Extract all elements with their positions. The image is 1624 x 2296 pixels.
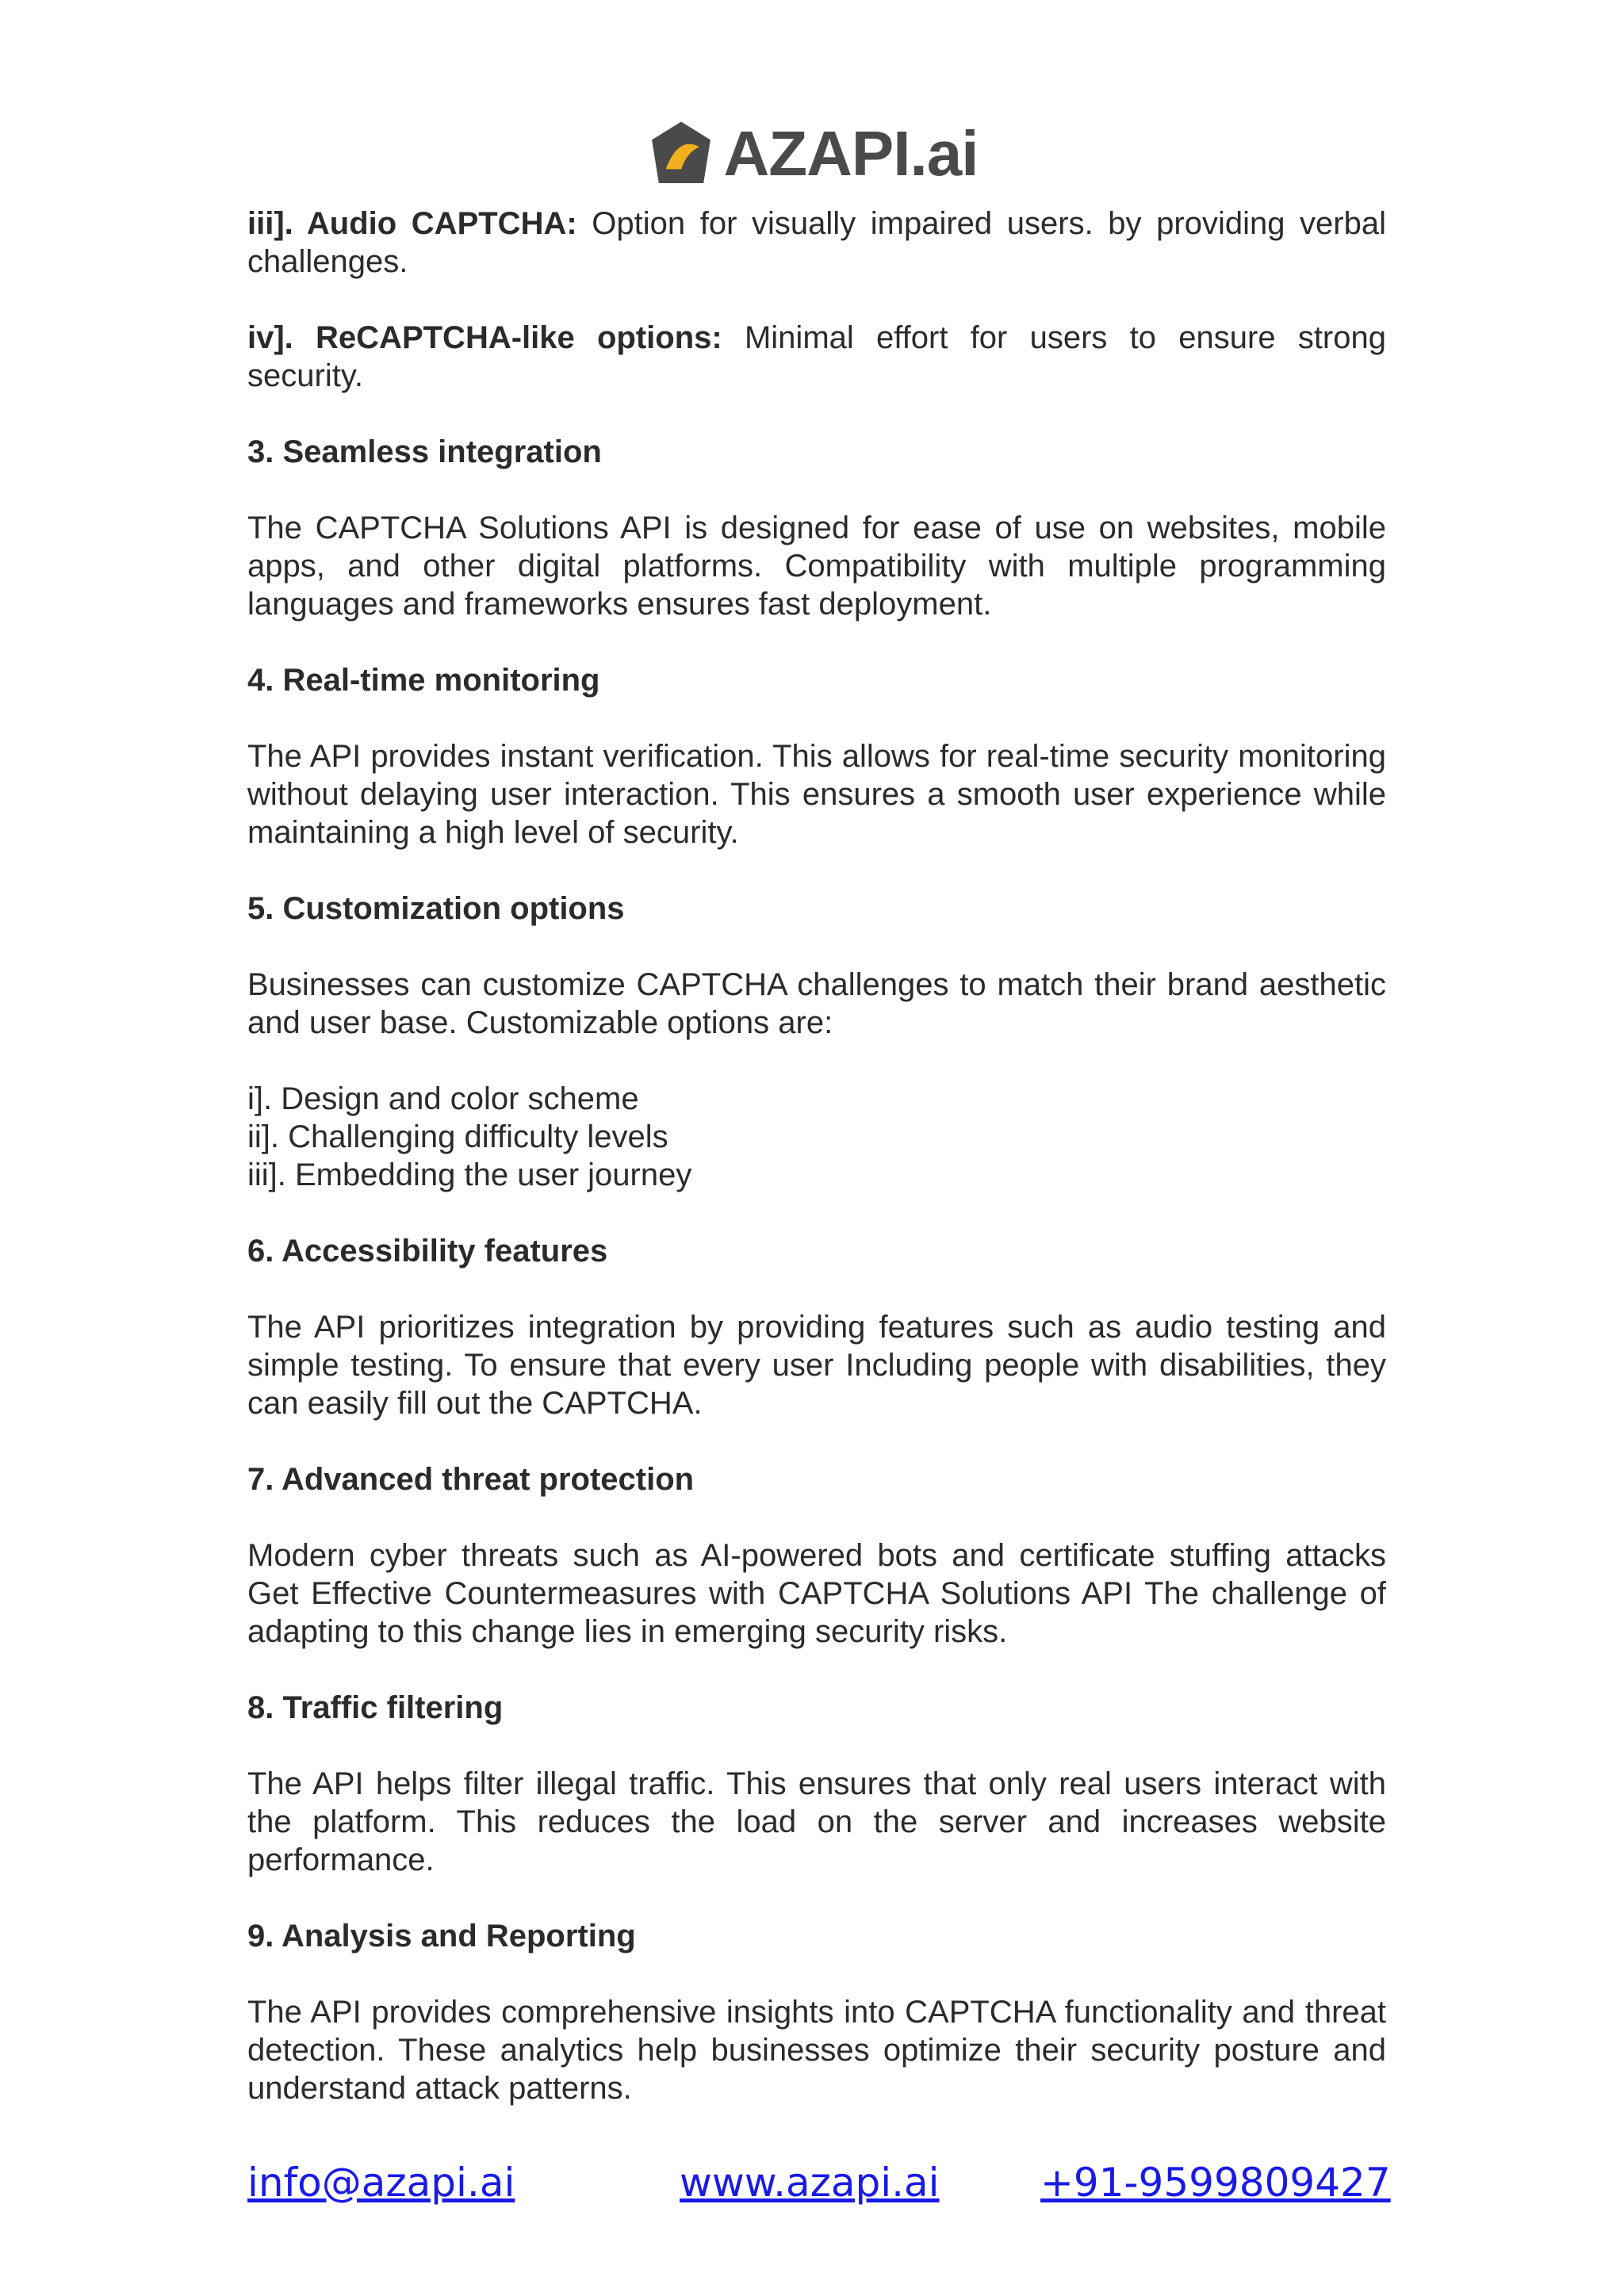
footer-email-link[interactable]: info@azapi.ai xyxy=(247,2160,515,2206)
accessibility-body: The API prioritizes integration by providing features such as audio testing and simple testing. To ensure that every user Including people with disabilities, they can easily fill out the CAPTCHA. xyxy=(247,1310,1386,1421)
accessibility-heading: 6. Accessibility features xyxy=(247,1234,608,1269)
recaptcha-item xyxy=(247,319,1386,395)
customization-options-list xyxy=(247,1080,1386,1194)
customization-option: ii]. Challenging difficulty levels xyxy=(247,1119,668,1154)
realtime-body: The API provides instant verification. This allows for real-time security monitoring without delaying user interaction. This ensures a smooth user experience while maintaining a high level of security. xyxy=(247,739,1386,850)
realtime-heading: 4. Real-time monitoring xyxy=(247,663,600,698)
seamless-body: The CAPTCHA Solutions API is designed for ease of use on websites, mobile apps, and other digital platforms. Compatibility with multiple programming languages and frameworks ensures fast deployment. xyxy=(247,511,1386,622)
recaptcha-text: Minimal effort for users to ensure strong security. xyxy=(247,320,1386,393)
analysis-heading: 9. Analysis and Reporting xyxy=(247,1919,636,1954)
header-logo xyxy=(0,119,1624,189)
traffic-heading: 8. Traffic filtering xyxy=(247,1690,504,1725)
audio-captcha-item xyxy=(247,205,1386,281)
logo-wordmark: AZAPI.ai xyxy=(723,118,979,189)
threat-body: Modern cyber threats such as AI-powered bots and certificate stuffing attacks Get Effective Countermeasures with CAPTCHA Solutions API The challenge of adapting to this change lies in emerging security risks. xyxy=(247,1538,1386,1649)
traffic-body: The API helps filter illegal traffic. This ensures that only real users interact with the platform. This reduces the load on the server and increases website performance. xyxy=(247,1766,1386,1877)
customization-heading: 5. Customization options xyxy=(247,891,625,926)
footer-contacts xyxy=(247,2160,1437,2215)
footer-website-link[interactable]: www.azapi.ai xyxy=(680,2160,940,2206)
audio-captcha-label: iii]. Audio CAPTCHA: xyxy=(247,206,577,241)
analysis-body: The API provides comprehensive insights into CAPTCHA functionality and threat detection. These analytics help businesses optimize their security posture and understand attack patterns. xyxy=(247,1995,1386,2106)
azapi-logo-icon xyxy=(646,119,716,189)
seamless-heading: 3. Seamless integration xyxy=(247,434,602,469)
customization-body: Businesses can customize CAPTCHA challenges to match their brand aesthetic and user base. Customizable options are: xyxy=(247,967,1386,1040)
footer-phone-link[interactable]: +91-9599809427 xyxy=(1040,2160,1391,2206)
customization-option: i]. Design and color scheme xyxy=(247,1081,639,1116)
threat-heading: 7. Advanced threat protection xyxy=(247,1462,695,1497)
recaptcha-label: iv]. ReCAPTCHA-like options: xyxy=(247,320,722,355)
document-body xyxy=(247,205,1386,2145)
customization-option: iii]. Embedding the user journey xyxy=(247,1158,692,1192)
audio-captcha-text: Option for visually impaired users. by providing verbal challenges. xyxy=(247,206,1387,279)
